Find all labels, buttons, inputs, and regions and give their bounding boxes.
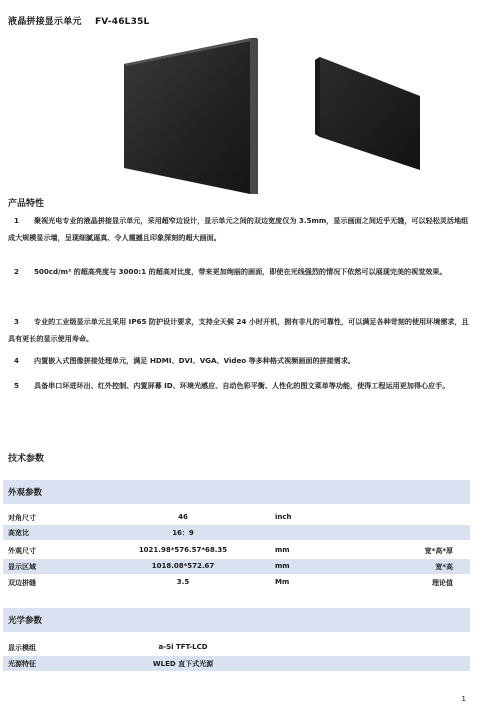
feature-item-4 [8,352,470,369]
feature-item-1 [8,212,470,246]
spec-row: 显示区域 1018.08*572.67 mm 宽*高 [3,559,470,574]
feature-text: 500cd/m² 的超高亮度与 3000:1 的超高对比度，带来更加绚丽的画面，即使在光线强烈的情况下依然可以展现完美的视觉效果。 [34,267,447,276]
feature-text: 聚视光电专业的液晶拼接显示单元，采用超窄边设计，显示单元之间的双边宽度仅为 3.5mm，显示画面之间近乎无缝，可以轻松灵活地组成大规模显示墙，呈现细腻逼真、令人震撼且印象深刻的超大画面。 [8,216,469,242]
section-title: 外观参数 [8,488,43,498]
feature-item-5 [8,377,470,394]
section-title: 光学参数 [8,616,43,626]
feature-text: 具备串口环进环出、红外控制、内置屏幕 ID、环境光感应、自动色彩平衡、人性化的图文菜单等功能，使得工程运用更加得心应手。 [34,381,450,390]
spec-row: 显示模组 a-Si TFT-LCD [8,643,208,652]
feature-number: 2 [14,267,19,276]
feature-number: 3 [14,317,19,326]
feature-number: 5 [14,381,19,390]
specs-heading: 技术参数 [8,454,45,464]
spec-row: 双边拼缝 3.5 Mm 理论值 [8,578,453,587]
model-number: FV-46L35L [94,17,150,27]
feature-text: 内置嵌入式图像拼接处理单元，满足 HDMI、DVI、VGA、Video 等多种格式视频画面的拼接需求。 [34,356,356,365]
spec-row: 高宽比 16：9 [3,525,470,540]
feature-number: 4 [14,356,19,365]
feature-number: 1 [14,216,19,225]
product-title: 液晶拼接显示单元 [8,17,82,27]
appearance-section-header [3,480,470,504]
document-title [8,14,149,27]
panel-angled-view [315,57,420,170]
page-number: 1 [461,695,466,703]
product-photo [0,34,478,204]
feature-item-3 [8,313,470,347]
spec-row: 外观尺寸 1021.98*576.57*68.35 mm 宽*高*厚 [8,546,453,555]
spec-row: 光源特征 WLED 直下式光源 [3,656,470,671]
features-heading: 产品特性 [8,199,45,209]
feature-text: 专业的工业级显示单元且采用 IP65 防护设计要求，支持全天候 24 小时开机，拥有非凡的可靠性，可以满足各种苛刻的使用环境需求，且具有更长的显示使用寿命。 [8,317,469,343]
spec-row: 对角尺寸 46 inch [8,513,292,522]
optical-section-header [3,608,470,632]
feature-item-2 [8,263,470,280]
